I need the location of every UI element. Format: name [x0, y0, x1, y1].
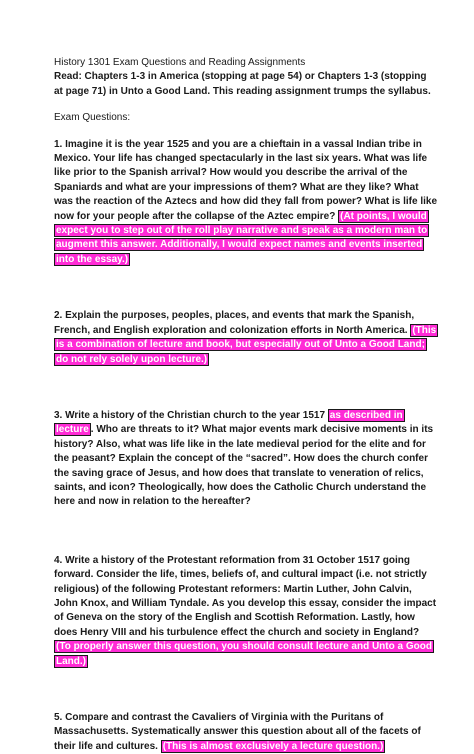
question-4-highlight: (To properly answer this question, you should consult lecture and Unto a Good Land.) [56, 641, 432, 667]
question-4 [54, 554, 438, 669]
question-3-highlight: as described in lecture [56, 409, 403, 436]
question-5-highlight: (This is almost exclusively a lecture question.) [162, 740, 384, 752]
question-5 [54, 711, 438, 754]
question-3 [54, 409, 438, 510]
document-title: History 1301 Exam Questions and Reading Assignments [54, 57, 306, 68]
exam-questions-heading: Exam Questions: [54, 112, 131, 124]
question-2-text: 2. Explain the purposes, peoples, places, and events that mark the Spanish, French, and English exploration and colonization efforts in North America. [54, 310, 415, 336]
question-1-highlight: (At points, I would expect you to step out of the roll play narrative and speak as a modern man to augment this answer. Additionally, I would expect names and events inserted into the essay.) [56, 210, 428, 265]
question-3-text-after: . Who are threats to it? What major events mark decisive moments in its history? Also, what was life like in the late medieval period for the elite and for the peasant? Explain the concept of the “sacred”. How does the church confer the saving grace of Jesus, and how does that translate to veneration of relics, saints, and icon? Theologically, how does the Catholic Church understand the here and now in relation to the hereafter? [54, 424, 434, 508]
question-2-highlight: (This is a combination of lecture and book, but especially out of Unto a Good Land; do not rely solely upon lecture.) [56, 324, 437, 365]
question-1-text: 1. Imagine it is the year 1525 and you are a chieftain in a vassal Indian tribe in Mexico. Your life has changed spectacularly in the last six years. What was life like prior to the Spanish arrival? How would you describe the arrival of the Spaniards and what are your impressions of them? What are they like? What was the reaction of the Aztecs and how did they fall from power? What is life like now for your people after the collapse of the Aztec empire? [54, 138, 438, 222]
question-2 [54, 309, 438, 367]
question-5-text: 5. Compare and contrast the Cavaliers of Virginia with the Puritans of Massachusetts. Systematically answer this question about all of the facets of their life and cultures. [54, 712, 421, 752]
question-3-text-before: 3. Write a history of the Christian church to the year 1517 [54, 409, 326, 421]
question-1 [54, 138, 438, 268]
reading-assignment: Read: Chapters 1-3 in America (stopping at page 54) or Chapters 1-3 (stopping at page 71) in Unto a Good Land. This reading assignment trumps the syllabus. [54, 71, 431, 97]
question-4-text: 4. Write a history of the Protestant reformation from 31 October 1517 going forward. Consider the life, times, beliefs of, and cultural impact (i.e. not strictly religious) of the following Protestant reformers: Martin Luther, John Calvin, John Knox, and William Tyndale. As you develop this essay, consider the impact of Geneva on the story of the English and Scottish Reformation. Lastly, how does Henry VIII and his turbulence effect the church and society in England? [54, 554, 437, 638]
